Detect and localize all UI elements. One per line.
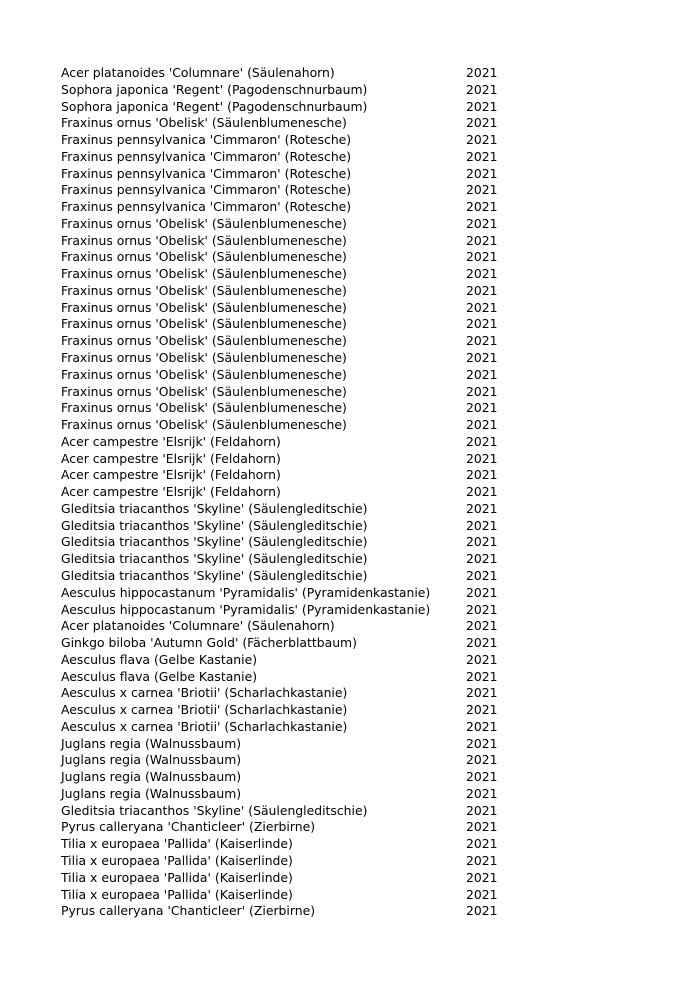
list-item [61,132,511,149]
list-item [61,585,511,602]
tree-name: Gleditsia triacanthos 'Skyline' (Säulengleditschie) [61,551,368,567]
tree-name: Aesculus hippocastanum 'Pyramidalis' (Pyramidenkastanie) [61,584,431,600]
list-item [61,836,511,853]
tree-name: Tilia x europaea 'Pallida' (Kaiserlinde) [61,852,293,868]
list-item [61,249,511,266]
planting-year: 2021 [466,316,498,332]
list-item [61,233,511,250]
planting-year: 2021 [466,115,498,131]
tree-name: Fraxinus ornus 'Obelisk' (Säulenblumenesche) [61,383,347,399]
tree-name: Aesculus hippocastanum 'Pyramidalis' (Pyramidenkastanie) [61,601,431,617]
tree-name: Sophora japonica 'Regent' (Pagodenschnurbaum) [61,98,368,114]
tree-name: Sophora japonica 'Regent' (Pagodenschnurbaum) [61,81,368,97]
list-item [61,451,511,468]
list-item [61,803,511,820]
list-item [61,216,511,233]
list-item [61,870,511,887]
tree-name: Juglans regia (Walnussbaum) [61,769,242,785]
planting-year: 2021 [466,417,498,433]
tree-name: Fraxinus ornus 'Obelisk' (Säulenblumenesche) [61,266,347,282]
tree-name: Aesculus x carnea 'Briotii' (Scharlachkastanie) [61,718,348,734]
list-item [61,602,511,619]
list-item [61,350,511,367]
planting-year: 2021 [466,517,498,533]
planting-year: 2021 [466,551,498,567]
list-item [61,501,511,518]
list-item [61,752,511,769]
planting-year: 2021 [466,702,498,718]
list-item [61,384,511,401]
tree-name: Fraxinus pennsylvanica 'Cimmaron' (Rotesche) [61,132,352,148]
tree-name: Fraxinus pennsylvanica 'Cimmaron' (Rotesche) [61,148,352,164]
list-item [61,400,511,417]
list-item [61,65,511,82]
tree-name: Tilia x europaea 'Pallida' (Kaiserlinde) [61,869,293,885]
list-item [61,166,511,183]
planting-year: 2021 [466,182,498,198]
planting-year: 2021 [466,735,498,751]
planting-year: 2021 [466,215,498,231]
planting-year: 2021 [466,584,498,600]
planting-year: 2021 [466,282,498,298]
tree-name: Gleditsia triacanthos 'Skyline' (Säulengleditschie) [61,517,368,533]
list-item [61,82,511,99]
tree-name: Fraxinus ornus 'Obelisk' (Säulenblumenesche) [61,282,347,298]
planting-year: 2021 [466,852,498,868]
tree-name: Gleditsia triacanthos 'Skyline' (Säulengleditschie) [61,534,368,550]
tree-name: Fraxinus ornus 'Obelisk' (Säulenblumenesche) [61,115,347,131]
planting-year: 2021 [466,752,498,768]
tree-name: Aesculus flava (Gelbe Kastanie) [61,668,258,684]
tree-name: Fraxinus ornus 'Obelisk' (Säulenblumenesche) [61,232,347,248]
planting-year: 2021 [466,668,498,684]
tree-name: Juglans regia (Walnussbaum) [61,735,242,751]
planting-year: 2021 [466,199,498,215]
planting-year: 2021 [466,165,498,181]
list-item [61,551,511,568]
list-item [61,283,511,300]
list-item [61,903,511,920]
list-item [61,736,511,753]
list-item [61,786,511,803]
planting-year: 2021 [466,601,498,617]
planting-year: 2021 [466,685,498,701]
planting-year: 2021 [466,400,498,416]
planting-year: 2021 [466,433,498,449]
planting-year: 2021 [466,350,498,366]
list-item [61,99,511,116]
planting-year: 2021 [466,299,498,315]
planting-year: 2021 [466,869,498,885]
planting-year: 2021 [466,232,498,248]
tree-name: Juglans regia (Walnussbaum) [61,785,242,801]
list-item [61,300,511,317]
list-item [61,149,511,166]
tree-name: Fraxinus ornus 'Obelisk' (Säulenblumenesche) [61,417,347,433]
planting-year: 2021 [466,785,498,801]
planting-year: 2021 [466,769,498,785]
tree-name: Gleditsia triacanthos 'Skyline' (Säulengleditschie) [61,802,368,818]
list-item [61,618,511,635]
planting-year: 2021 [466,333,498,349]
list-item [61,518,511,535]
list-item [61,819,511,836]
tree-name: Acer campestre 'Elsrijk' (Feldahorn) [61,484,281,500]
list-item [61,769,511,786]
list-item [61,685,511,702]
tree-name: Fraxinus ornus 'Obelisk' (Säulenblumenesche) [61,350,347,366]
tree-name: Fraxinus pennsylvanica 'Cimmaron' (Rotesche) [61,182,352,198]
list-item [61,367,511,384]
planting-year: 2021 [466,366,498,382]
list-item [61,333,511,350]
planting-year: 2021 [466,148,498,164]
planting-year: 2021 [466,534,498,550]
list-item [61,417,511,434]
planting-year: 2021 [466,484,498,500]
list-item [61,669,511,686]
tree-name: Fraxinus ornus 'Obelisk' (Säulenblumenesche) [61,299,347,315]
planting-year: 2021 [466,450,498,466]
tree-name: Pyrus calleryana 'Chanticleer' (Zierbirne) [61,819,316,835]
list-item [61,484,511,501]
planting-year: 2021 [466,836,498,852]
tree-list [61,65,511,920]
tree-name: Aesculus x carnea 'Briotii' (Scharlachkastanie) [61,702,348,718]
tree-name: Acer platanoides 'Columnare' (Säulenahorn) [61,65,335,80]
list-item [61,887,511,904]
list-item [61,568,511,585]
tree-name: Pyrus calleryana 'Chanticleer' (Zierbirne) [61,903,316,919]
list-item [61,534,511,551]
tree-name: Ginkgo biloba 'Autumn Gold' (Fächerblattbaum) [61,635,357,651]
planting-year: 2021 [466,567,498,583]
tree-name: Fraxinus ornus 'Obelisk' (Säulenblumenesche) [61,249,347,265]
tree-name: Aesculus x carnea 'Briotii' (Scharlachkastanie) [61,685,348,701]
planting-year: 2021 [466,81,498,97]
planting-year: 2021 [466,249,498,265]
tree-name: Fraxinus pennsylvanica 'Cimmaron' (Rotesche) [61,199,352,215]
tree-name: Gleditsia triacanthos 'Skyline' (Säulengleditschie) [61,567,368,583]
planting-year: 2021 [466,383,498,399]
list-item [61,635,511,652]
tree-name: Gleditsia triacanthos 'Skyline' (Säulengleditschie) [61,500,368,516]
list-item [61,199,511,216]
planting-year: 2021 [466,65,498,80]
tree-name: Acer platanoides 'Columnare' (Säulenahorn) [61,618,335,634]
tree-name: Fraxinus ornus 'Obelisk' (Säulenblumenesche) [61,316,347,332]
tree-name: Fraxinus ornus 'Obelisk' (Säulenblumenesche) [61,215,347,231]
list-item [61,266,511,283]
planting-year: 2021 [466,467,498,483]
tree-name: Acer campestre 'Elsrijk' (Feldahorn) [61,433,281,449]
list-item [61,702,511,719]
tree-name: Fraxinus pennsylvanica 'Cimmaron' (Rotesche) [61,165,352,181]
tree-name: Aesculus flava (Gelbe Kastanie) [61,651,258,667]
tree-name: Juglans regia (Walnussbaum) [61,752,242,768]
planting-year: 2021 [466,500,498,516]
planting-year: 2021 [466,886,498,902]
tree-name: Acer campestre 'Elsrijk' (Feldahorn) [61,450,281,466]
list-item [61,467,511,484]
list-item [61,434,511,451]
planting-year: 2021 [466,903,498,919]
tree-name: Acer campestre 'Elsrijk' (Feldahorn) [61,467,281,483]
tree-name: Fraxinus ornus 'Obelisk' (Säulenblumenesche) [61,366,347,382]
planting-year: 2021 [466,802,498,818]
planting-year: 2021 [466,718,498,734]
planting-year: 2021 [466,635,498,651]
list-item [61,115,511,132]
tree-name: Tilia x europaea 'Pallida' (Kaiserlinde) [61,886,293,902]
list-item [61,719,511,736]
tree-name: Fraxinus ornus 'Obelisk' (Säulenblumenesche) [61,400,347,416]
planting-year: 2021 [466,266,498,282]
planting-year: 2021 [466,132,498,148]
planting-year: 2021 [466,651,498,667]
list-item [61,182,511,199]
planting-year: 2021 [466,618,498,634]
list-item [61,316,511,333]
list-item [61,853,511,870]
planting-year: 2021 [466,819,498,835]
list-item [61,652,511,669]
planting-year: 2021 [466,98,498,114]
tree-name: Tilia x europaea 'Pallida' (Kaiserlinde) [61,836,293,852]
tree-name: Fraxinus ornus 'Obelisk' (Säulenblumenesche) [61,333,347,349]
